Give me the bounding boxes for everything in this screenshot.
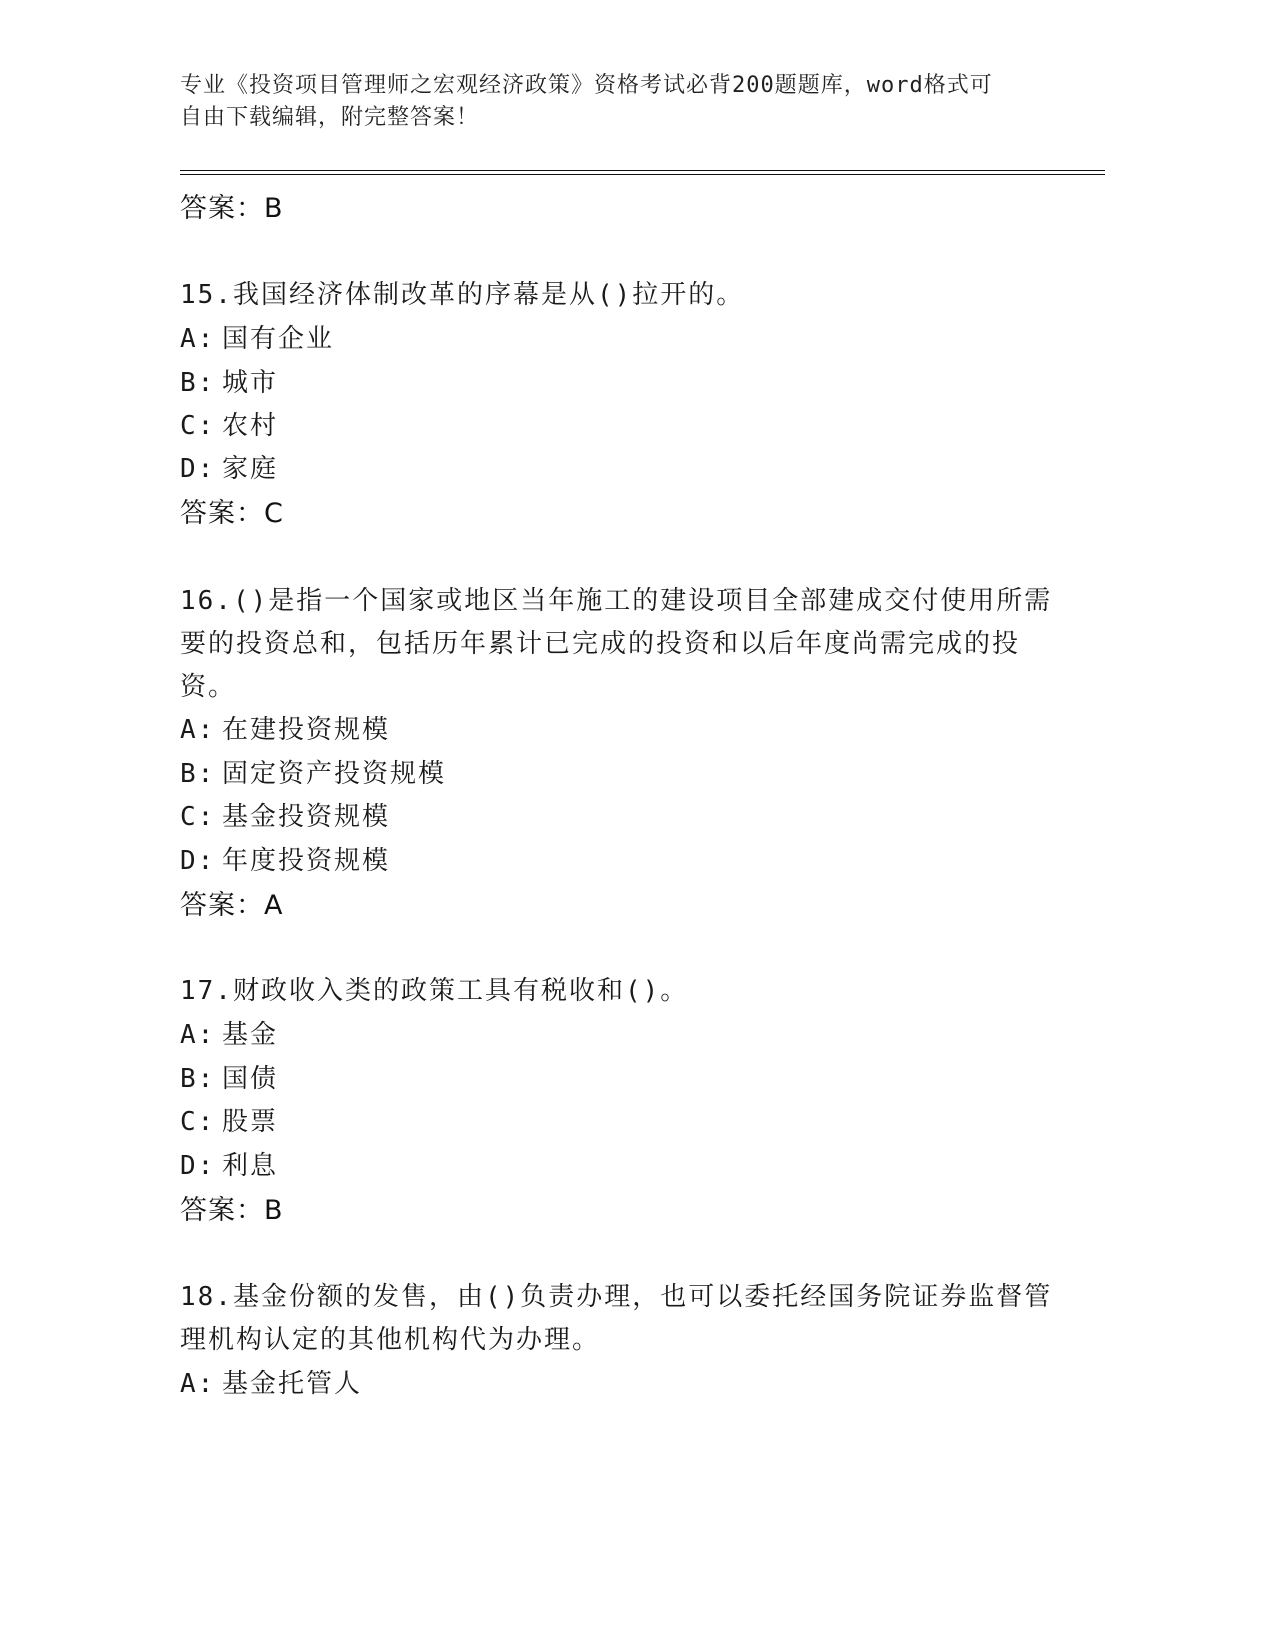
- question-16-option-a: A: 在建投资规模: [180, 715, 391, 745]
- question-16-option-b: B: 固定资产投资规模: [180, 759, 447, 789]
- question-17-option-b: B: 国债: [180, 1064, 279, 1094]
- answer-14: 答案：B: [180, 193, 284, 224]
- document-header: [180, 70, 1030, 134]
- question-18-stem-line-1: 18.基金份额的发售，由()负责办理，也可以委托经国务院证券监督管: [180, 1282, 1053, 1312]
- question-17-stem: 17.财政收入类的政策工具有税收和()。: [180, 976, 689, 1006]
- header-line-1: 专业《投资项目管理师之宏观经济政策》资格考试必背200题题库，word格式可: [180, 73, 993, 98]
- question-17-option-d: D: 利息: [180, 1151, 279, 1181]
- question-18-option-a: A: 基金托管人: [180, 1369, 363, 1399]
- question-18-stem-line-2: 理机构认定的其他机构代为办理。: [180, 1325, 601, 1355]
- question-16-stem-line-2: 要的投资总和，包括历年累计已完成的投资和以后年度尚需完成的投: [180, 629, 1021, 659]
- question-16-stem-line-1: 16.()是指一个国家或地区当年施工的建设项目全部建成交付使用所需: [180, 586, 1053, 616]
- question-15-option-b: B: 城市: [180, 368, 279, 398]
- question-16-option-c: C: 基金投资规模: [180, 802, 391, 832]
- answer-15: 答案：C: [180, 498, 284, 529]
- question-15-option-c: C: 农村: [180, 411, 279, 441]
- question-16-stem-line-3: 资。: [180, 672, 237, 702]
- header-divider-top: [180, 170, 1105, 171]
- question-17-option-c: C: 股票: [180, 1107, 279, 1137]
- question-15-option-d: D: 家庭: [180, 454, 279, 484]
- header-divider-bottom: [180, 174, 1105, 175]
- header-line-2: 自由下载编辑，附完整答案！: [180, 105, 480, 130]
- question-17-option-a: A: 基金: [180, 1020, 279, 1050]
- question-15-stem: 15.我国经济体制改革的序幕是从()拉开的。: [180, 280, 745, 310]
- answer-16: 答案：A: [180, 890, 284, 921]
- question-15-option-a: A: 国有企业: [180, 324, 335, 354]
- question-16-option-d: D: 年度投资规模: [180, 846, 391, 876]
- answer-17: 答案：B: [180, 1195, 284, 1226]
